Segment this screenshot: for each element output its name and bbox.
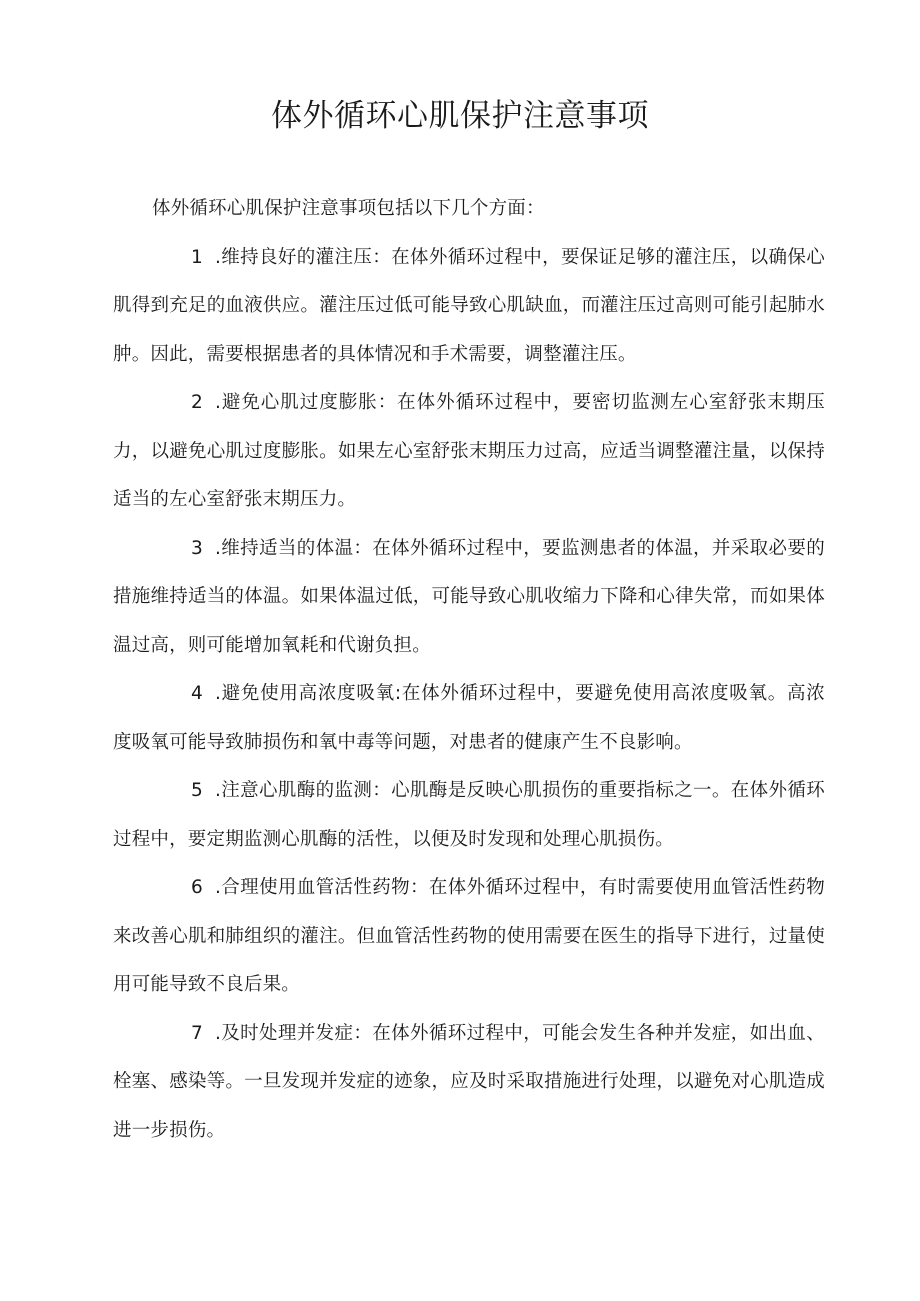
item-text: .避免使用高浓度吸氧:在体外循环过程中，要避免使用高浓度吸氧。高浓度吸氧可能导致肺损伤和氧中毒等问题，对患者的健康产生不良影响。 [113, 683, 825, 753]
item-text: .维持良好的灌注压：在体外循环过程中，要保证足够的灌注压，以确保心肌得到充足的血液供应。灌注压过低可能导致心肌缺血，而灌注压过高则可能引起肺水肿。因此，需要根据患者的具体情况和手术需要，调整灌注压。 [113, 246, 825, 365]
document-title: 体外循环心肌保护注意事项 [271, 98, 649, 134]
list-item [113, 234, 825, 380]
item-number: 7 [191, 1022, 203, 1044]
item-number: 4 [191, 683, 203, 704]
item-number: 3 [191, 537, 203, 559]
item-text: .合理使用血管活性药物：在体外循环过程中，有时需要使用血管活性药物来改善心肌和肺组织的灌注。但血管活性药物的使用需要在医生的指导下进行，过量使用可能导致不良后果。 [113, 877, 825, 995]
item-number: 2 [191, 392, 203, 413]
item-number: 6 [191, 877, 203, 898]
item-text: .注意心肌酶的监测：心肌酶是反映心肌损伤的重要指标之一。在体外循环过程中，要定期监测心肌酶的活性，以便及时发现和处理心肌损伤。 [113, 780, 825, 850]
document-body [113, 185, 825, 1155]
list-item [113, 1010, 825, 1156]
list-item [113, 670, 825, 767]
intro-paragraph: 体外循环心肌保护注意事项包括以下几个方面： [152, 198, 545, 219]
item-number: 5 [191, 780, 203, 801]
item-text: .及时处理并发症：在体外循环过程中，可能会发生各种并发症，如出血、栓塞、感染等。一旦发现并发症的迹象，应及时采取措施进行处理，以避免对心肌造成进一步损伤。 [113, 1022, 825, 1141]
list-item [113, 767, 825, 864]
list-item [113, 525, 825, 671]
item-text: .避免心肌过度膨胀：在体外循环过程中，要密切监测左心室舒张末期压力，以避免心肌过度膨胀。如果左心室舒张末期压力过高，应适当调整灌注量，以保持适当的左心室舒张末期压力。 [113, 392, 825, 510]
list-item [113, 864, 825, 1010]
item-text: .维持适当的体温：在体外循环过程中，要监测患者的体温，并采取必要的措施维持适当的体温。如果体温过低，可能导致心肌收缩力下降和心律失常，而如果体温过高，则可能增加氧耗和代谢负担。 [113, 537, 825, 656]
list-item [113, 379, 825, 525]
item-number: 1 [191, 246, 203, 268]
